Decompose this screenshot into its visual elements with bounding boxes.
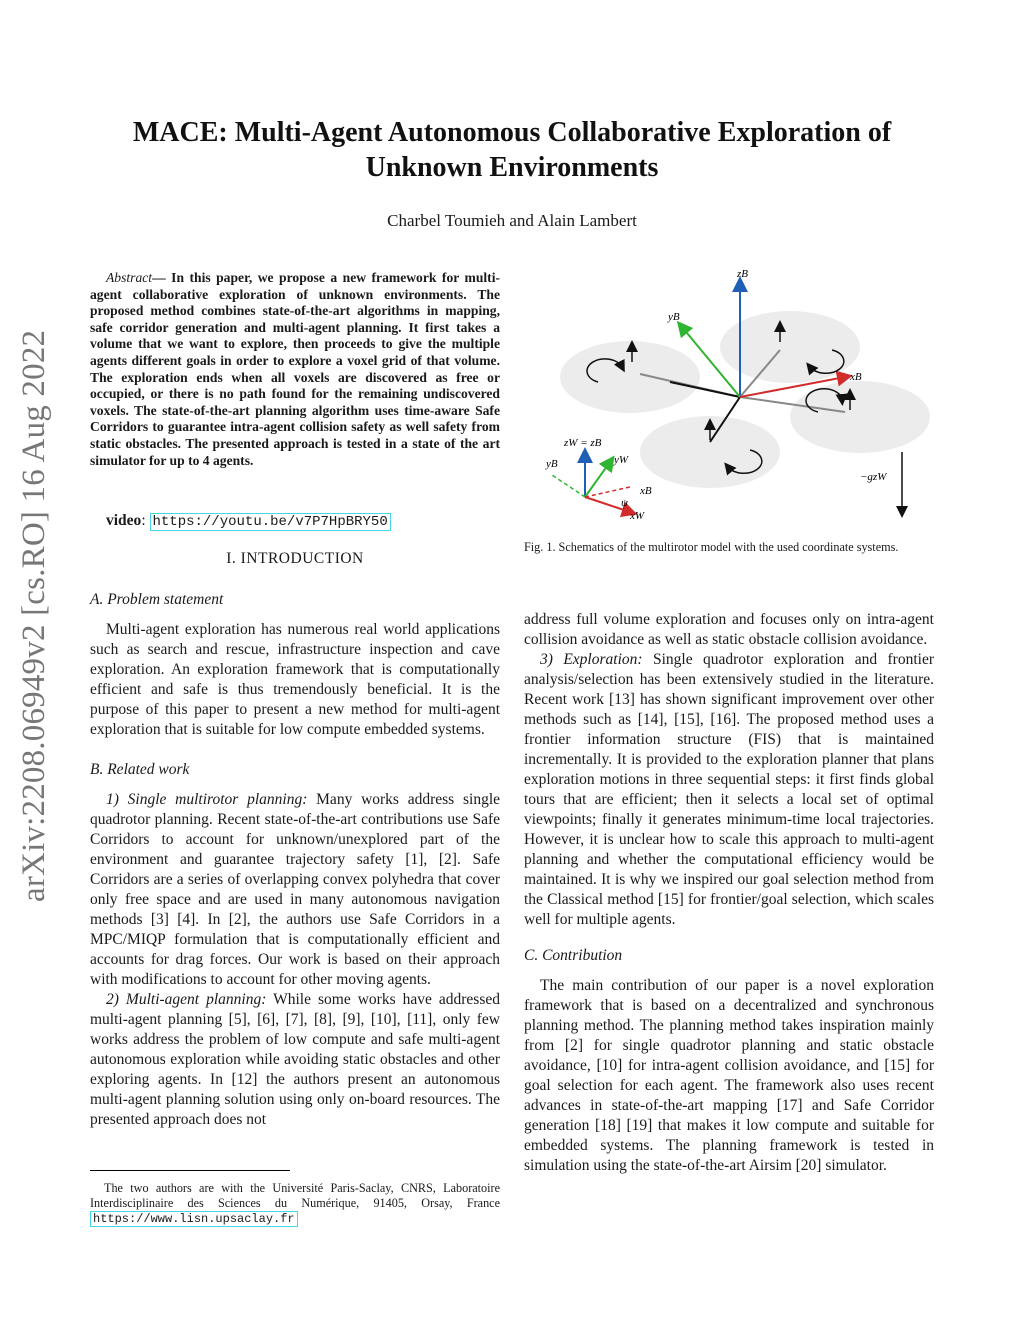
label-xB: xB bbox=[850, 371, 862, 383]
abstract-dash: — bbox=[152, 270, 172, 285]
footnote-link[interactable]: https://www.lisn.upsaclay.fr bbox=[90, 1211, 298, 1227]
abstract-lead: Abstract bbox=[106, 270, 153, 285]
paragraph-multi-agent bbox=[90, 990, 500, 1130]
subsection-heading-related-work: B. Related work bbox=[90, 761, 190, 778]
footnote-rule bbox=[90, 1170, 290, 1171]
label-zW-equals-zB: zW = zB bbox=[564, 437, 602, 449]
title-line-1: MACE: Multi-Agent Autonomous Collaborative Exploration of bbox=[132, 117, 892, 148]
video-link[interactable]: https://youtu.be/v7P7HpBRY50 bbox=[150, 513, 391, 531]
runin-single-multirotor: 1) Single multirotor planning: bbox=[106, 791, 308, 808]
runin-exploration: 3) Exploration: bbox=[540, 651, 643, 668]
label-zB: zB bbox=[737, 268, 748, 280]
subsection-heading-problem: A. Problem statement bbox=[90, 591, 224, 608]
label-yB: yB bbox=[668, 311, 680, 323]
subsection-heading-contribution: C. Contribution bbox=[524, 947, 623, 964]
rotor-disc-left bbox=[560, 341, 700, 413]
authors: Charbel Toumieh and Alain Lambert bbox=[387, 211, 637, 230]
video-label: video bbox=[106, 512, 142, 529]
footnote-affiliation: The two authors are with the Université Paris-Saclay, CNRS, Laboratoire Interdisciplinaire des Sciences du Numérique, 91405, Orsay, France bbox=[90, 1181, 500, 1210]
label-yB-world: yB bbox=[546, 458, 558, 470]
abstract-text: In this paper, we propose a new framework for multi-agent collaborative exploration of unknown environments. The proposed method combines state-of-the-art algorithms in mapping, safe corridor generation and multi-agent planning. It first takes a volume that we want to explore, then proceeds to give the multiple agents different goals in order to explore a voxel grid of that volume. The exploration ends when all voxels are discovered as free or occupied, or there is no path found for the remaining undiscovered voxels. The state-of-the-art planning algorithm uses time-aware Safe Corridors to guarantee intra-agent collision safety as well safety from static obstacles. The presented approach is tested in a state of the art simulator for up to 4 agents. bbox=[90, 270, 500, 468]
text-multi-agent: While some works have addressed multi-agent planning [5], [6], [7], [8], [9], [10], [11], only few works address the problem of low compute and safe multi-agent autonomous exploration while avoiding static obstacles and other exploring agents. In [12] the authors present an autonomous multi-agent planning solution using only on-board resources. The presented approach does not bbox=[90, 991, 500, 1128]
label-xW: xW bbox=[630, 510, 645, 522]
video-sep: : bbox=[141, 512, 150, 529]
figure-multirotor-schematic bbox=[540, 262, 940, 532]
footnote bbox=[90, 1181, 500, 1227]
figure-caption: Fig. 1. Schematics of the multirotor model with the used coordinate systems. bbox=[524, 540, 899, 554]
section-heading-introduction: I. INTRODUCTION bbox=[226, 550, 364, 567]
paragraph-continuation: address full volume exploration and focuses only on intra-agent collision avoidance as well as static obstacle collision avoidance. bbox=[524, 611, 934, 648]
paragraph-single-multirotor bbox=[90, 790, 500, 990]
body-y-projection bbox=[552, 475, 585, 497]
abstract bbox=[90, 270, 500, 469]
footnote-text bbox=[90, 1181, 500, 1227]
label-yW: yW bbox=[614, 454, 629, 466]
paragraph-contribution: The main contribution of our paper is a novel exploration framework that is based on a decentralized and synchronous planning method. The planning method takes inspiration mainly from [2] for single quadrotor planning and static obstacle avoidance, [10] for intra-agent collision avoidance, and [15] for goal selection for each agent. The framework also uses recent advances in state-of-the-art mapping [17] and Safe Corridor generation [18] [19] that makes it low compute and suitable for embedded systems. The planning framework is tested in simulation using the state-of-the-art Airsim [20] simulator. bbox=[524, 977, 934, 1174]
label-xB-world: xB bbox=[640, 485, 652, 497]
label-psi: ψ bbox=[621, 497, 628, 509]
video-line bbox=[106, 512, 506, 530]
left-column-body bbox=[90, 591, 501, 1130]
arxiv-stamp: arXiv:2208.06949v2 [cs.RO] 16 Aug 2022 bbox=[16, 329, 52, 902]
paragraph-exploration bbox=[524, 650, 934, 930]
text-exploration: Single quadrotor exploration and frontier analysis/selection has been extensively studied in the literature. Recent work [13] has shown significant improvement over other methods such as [14], [15], [16]. The proposed method uses a frontier information structure (FIS) that is maintained incrementally. It is provided to the exploration planner that plans exploration motions in three sequential steps: it first finds global tours that are efficient; then it selects a local set of optimal viewpoints; finally it generates minimum-time local trajectories. However, it is unclear how to scale this approach to multi-agent planning and whether the computational efficiency would be maintained. It is why we inspired our goal selection method from the Classical method [15] for frontier/goal selection, which scales well for multiple agents. bbox=[524, 651, 934, 928]
right-column-body bbox=[524, 610, 934, 1176]
paragraph-problem-statement: Multi-agent exploration has numerous real world applications such as search and rescue, infrastructure inspection and cave exploration. An exploration framework that is computationally efficient and safe is thus tremendously beneficial. It is the purpose of this paper to present a new method for multi-agent exploration that is suitable for low compute embedded systems. bbox=[90, 621, 500, 738]
title-line-2: Unknown Environments bbox=[365, 152, 659, 183]
text-single-multirotor: Many works address single quadrotor planning. Recent state-of-the-art contributions use Safe Corridors to account for unknown/unexplored part of the environment and guarantee trajectory safety [1], [2]. Safe Corridors are a series of overlapping convex polyhedra that cover only free space and are used in many autonomous navigation methods [3] [4]. In [2], the authors use Safe Corridors in a MPC/MIQP formulation that is computationally efficient and accounts for drag forces. Our work is based on their approach with modifications to account for other moving agents. bbox=[90, 791, 501, 988]
label-gravity: −gzW bbox=[860, 471, 887, 483]
paper-title bbox=[112, 115, 912, 185]
runin-multi-agent: 2) Multi-agent planning: bbox=[106, 991, 267, 1008]
